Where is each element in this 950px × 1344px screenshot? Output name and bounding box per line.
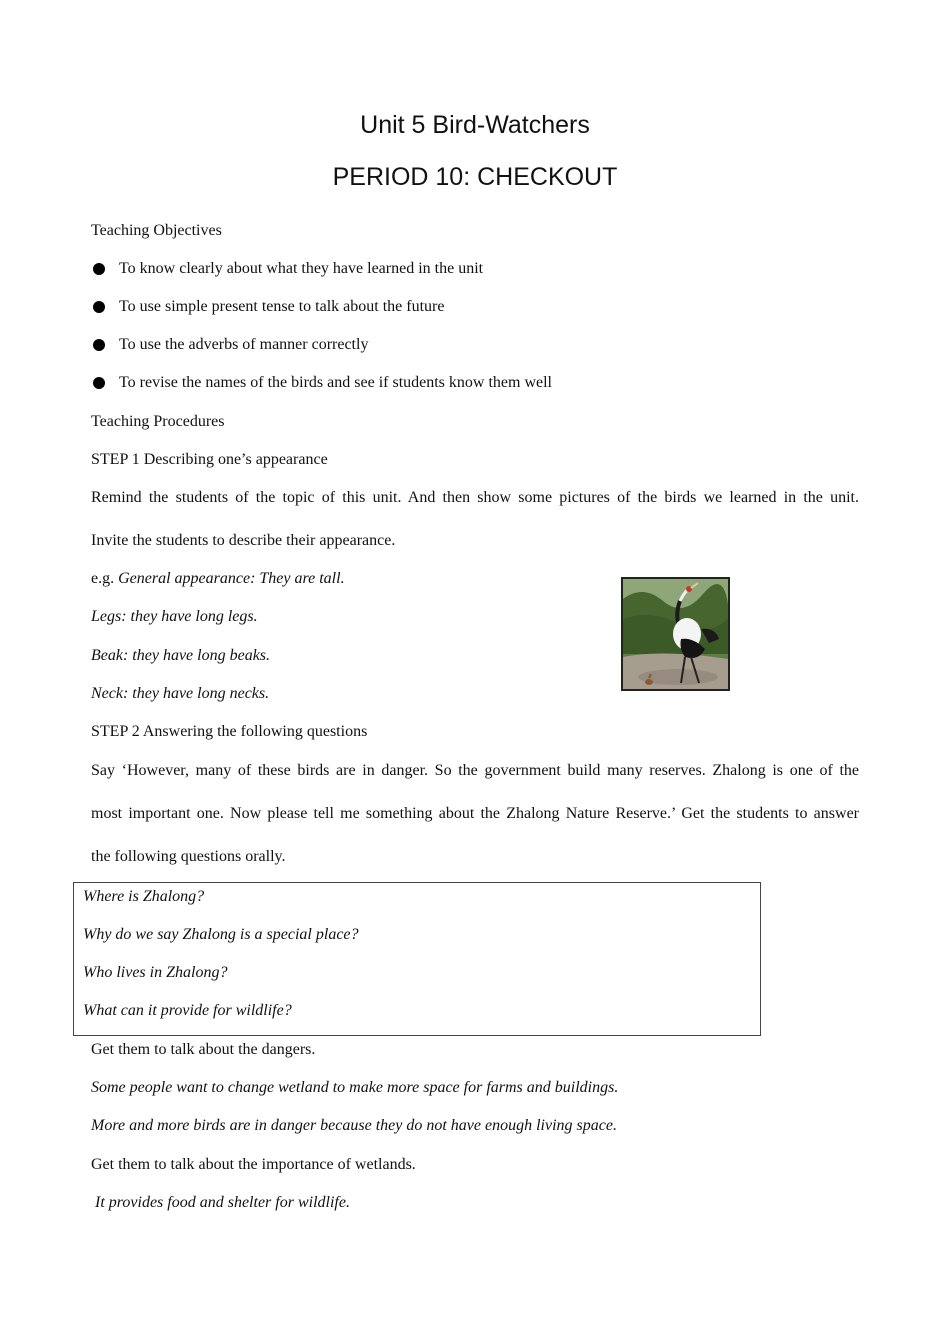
bullet-icon <box>93 301 105 313</box>
step2-paragraph-line: the following questions orally. <box>91 848 286 865</box>
objective-item: To know clearly about what they have learned in the unit <box>119 260 484 277</box>
step2-paragraph-line: most important one. Now please tell me something about the Zhalong Nature Reserve.’ Get the students to answer <box>91 805 859 822</box>
page-title: Unit 5 Bird-Watchers <box>360 111 590 139</box>
example-appearance: General appearance: They are tall. <box>118 570 345 587</box>
objective-item: To use simple present tense to talk about the future <box>119 298 445 315</box>
step1-paragraph-line: Invite the students to describe their appearance. <box>91 532 396 549</box>
crane-photo <box>621 577 730 691</box>
step1-title: STEP 1 Describing one’s appearance <box>91 451 328 468</box>
procedures-heading: Teaching Procedures <box>91 413 225 430</box>
example-neck: Neck: they have long necks. <box>91 685 270 702</box>
example-beak: Beak: they have long beaks. <box>91 647 271 664</box>
objective-item: To use the adverbs of manner correctly <box>119 336 369 353</box>
example-prefix: e.g. <box>91 570 119 587</box>
bullet-icon <box>93 377 105 389</box>
question-item: Who lives in Zhalong? <box>83 964 228 981</box>
example-legs: Legs: they have long legs. <box>91 608 258 625</box>
question-item: Where is Zhalong? <box>83 888 205 905</box>
question-item: What can it provide for wildlife? <box>83 1002 292 1019</box>
objectives-heading: Teaching Objectives <box>91 222 222 239</box>
example-line <box>91 569 345 589</box>
step1-paragraph-line: Remind the students of the topic of this unit. And then show some pictures of the birds we learned in the unit. <box>91 489 859 506</box>
bullet-icon <box>93 263 105 275</box>
period-subtitle: PERIOD 10: CHECKOUT <box>332 163 618 191</box>
question-item: Why do we say Zhalong is a special place? <box>83 926 359 943</box>
step2-title: STEP 2 Answering the following questions <box>91 723 368 740</box>
questions-box <box>73 882 761 1036</box>
importance-intro: Get them to talk about the importance of wetlands. <box>91 1156 416 1173</box>
objective-item: To revise the names of the birds and see if students know them well <box>119 374 552 391</box>
danger-example: More and more birds are in danger because they do not have enough living space. <box>91 1117 617 1134</box>
step2-paragraph-line: Say ‘However, many of these birds are in danger. So the government build many reserves. Zhalong is one of the <box>91 762 859 779</box>
importance-example: It provides food and shelter for wildlife. <box>95 1194 350 1211</box>
bullet-icon <box>93 339 105 351</box>
dangers-intro: Get them to talk about the dangers. <box>91 1041 316 1058</box>
danger-example: Some people want to change wetland to make more space for farms and buildings. <box>91 1079 619 1096</box>
